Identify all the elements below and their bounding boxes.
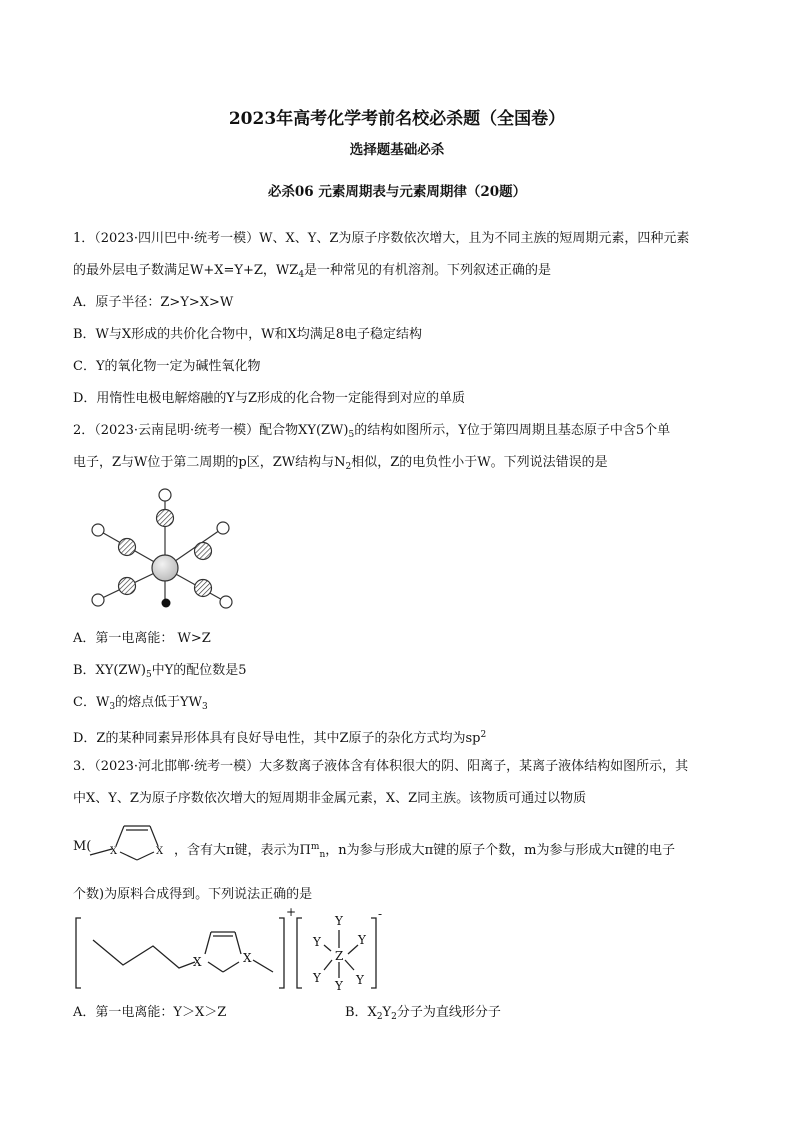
- q3-option-b: B．$X_2Y_2$分子为直线形分子: [345, 1005, 501, 1022]
- q1-option-c: C．Y的氧化物一定为碱性氧化物: [73, 359, 261, 374]
- w-atom: [92, 594, 104, 606]
- section-heading: 必杀06 元素周期表与元素周期律（20题）: [267, 184, 527, 200]
- q3-stem-line2: 中X、Y、Z为原子序数依次增大的短周期非金属元素，X、Z同主族。该物质可通过以物质: [73, 791, 587, 806]
- paper-title: 2023年高考化学考前名校必杀题（全国卷）: [228, 109, 566, 129]
- q1-option-a: A．原子半径：Z>Y>X>W: [73, 295, 234, 310]
- anion-y-label: Y: [335, 979, 343, 993]
- w-atom: [159, 489, 171, 501]
- anion-y-label: Y: [358, 933, 366, 947]
- q3-stem-line4: 个数)为原料合成得到。下列说法正确的是: [73, 887, 313, 902]
- w-atom: [217, 522, 229, 534]
- q1-option-d: D．用惰性电极电解熔融的Y与Z形成的化合物一定能得到对应的单质: [73, 391, 466, 406]
- q2-option-c: C．$W_3$的熔点低于$YW_3$: [73, 695, 208, 712]
- q2-stem-line2: 电子，Z与W位于第二周期的p区，ZW结构与$N_2$相似，Z的电负性小于W。下列说法错误的是: [73, 455, 608, 472]
- anion-y-label: Y: [313, 935, 321, 949]
- anion-y-label: Y: [335, 914, 343, 928]
- anion-y-label: Y: [313, 971, 321, 985]
- x-atom: [162, 599, 171, 608]
- q3-option-a: A．第一电离能：Y＞X＞Z: [73, 1005, 227, 1020]
- w-atom: [92, 524, 104, 536]
- q3-substance-m-label: M(: [73, 839, 92, 854]
- anion-z-label: Z: [335, 949, 344, 963]
- ring-x-left-label: X: [110, 846, 118, 857]
- q2-option-a: A．第一电离能： W>Z: [73, 631, 211, 646]
- anion-charge: -: [378, 907, 383, 921]
- q1-stem-line2: 的最外层电子数满足W+X=Y+Z，$WZ_4$是一种常见的有机溶剂。下列叙述正确的是: [73, 263, 552, 280]
- q3-ring-m-figure: [86, 822, 176, 862]
- q3-ionic-liquid-figure: [73, 905, 393, 995]
- cation-x-right-label: X: [243, 951, 252, 965]
- cation-charge: +: [286, 905, 297, 919]
- q2-option-d: D．Z的某种同素异形体具有良好导电性，其中Z原子的杂化方式均为$sp^2$: [73, 730, 487, 746]
- q2-ligand-atoms: [92, 489, 232, 608]
- z-atom: [119, 578, 136, 595]
- y-central-atom: [152, 555, 178, 581]
- z-atom: [195, 580, 212, 597]
- q2-complex-structure-figure: [80, 480, 260, 620]
- anion-y-label: Y: [356, 973, 364, 987]
- q3-stem-line1: 3．（2023·河北邯郸·统考一模）大多数离子液体含有体积很大的阴、阳离子，某离子液体结构如图所示，其: [73, 759, 689, 774]
- ring-x-right-label: X: [156, 846, 164, 857]
- paper-subtitle: 选择题基础必杀: [349, 142, 445, 158]
- q2-option-b: B．$XY(ZW)_5$中Y的配位数是5: [73, 663, 247, 680]
- z-atom: [119, 539, 136, 556]
- cation-x-left-label: X: [193, 955, 202, 969]
- q3-stem-line3: ，含有大π键，表示为$\Pi^m_n$，n为参与形成大π键的原子个数，m为参与形成大π键的电子: [174, 842, 676, 860]
- q2-stem-line1: 2．（2023·云南昆明·统考一模）配合物$XY(ZW)_5$的结构如图所示，Y位于第四周期且基态原子中含5个单: [73, 423, 671, 440]
- z-atom: [157, 510, 174, 527]
- q1-stem-line1: 1．（2023·四川巴中·统考一模）W、X、Y、Z为原子序数依次增大，且为不同主族的短周期元素，四种元素: [73, 231, 690, 246]
- q1-option-b: B．W与X形成的共价化合物中，W和X均满足8电子稳定结构: [73, 327, 423, 342]
- z-atom: [195, 543, 212, 560]
- w-atom: [220, 596, 232, 608]
